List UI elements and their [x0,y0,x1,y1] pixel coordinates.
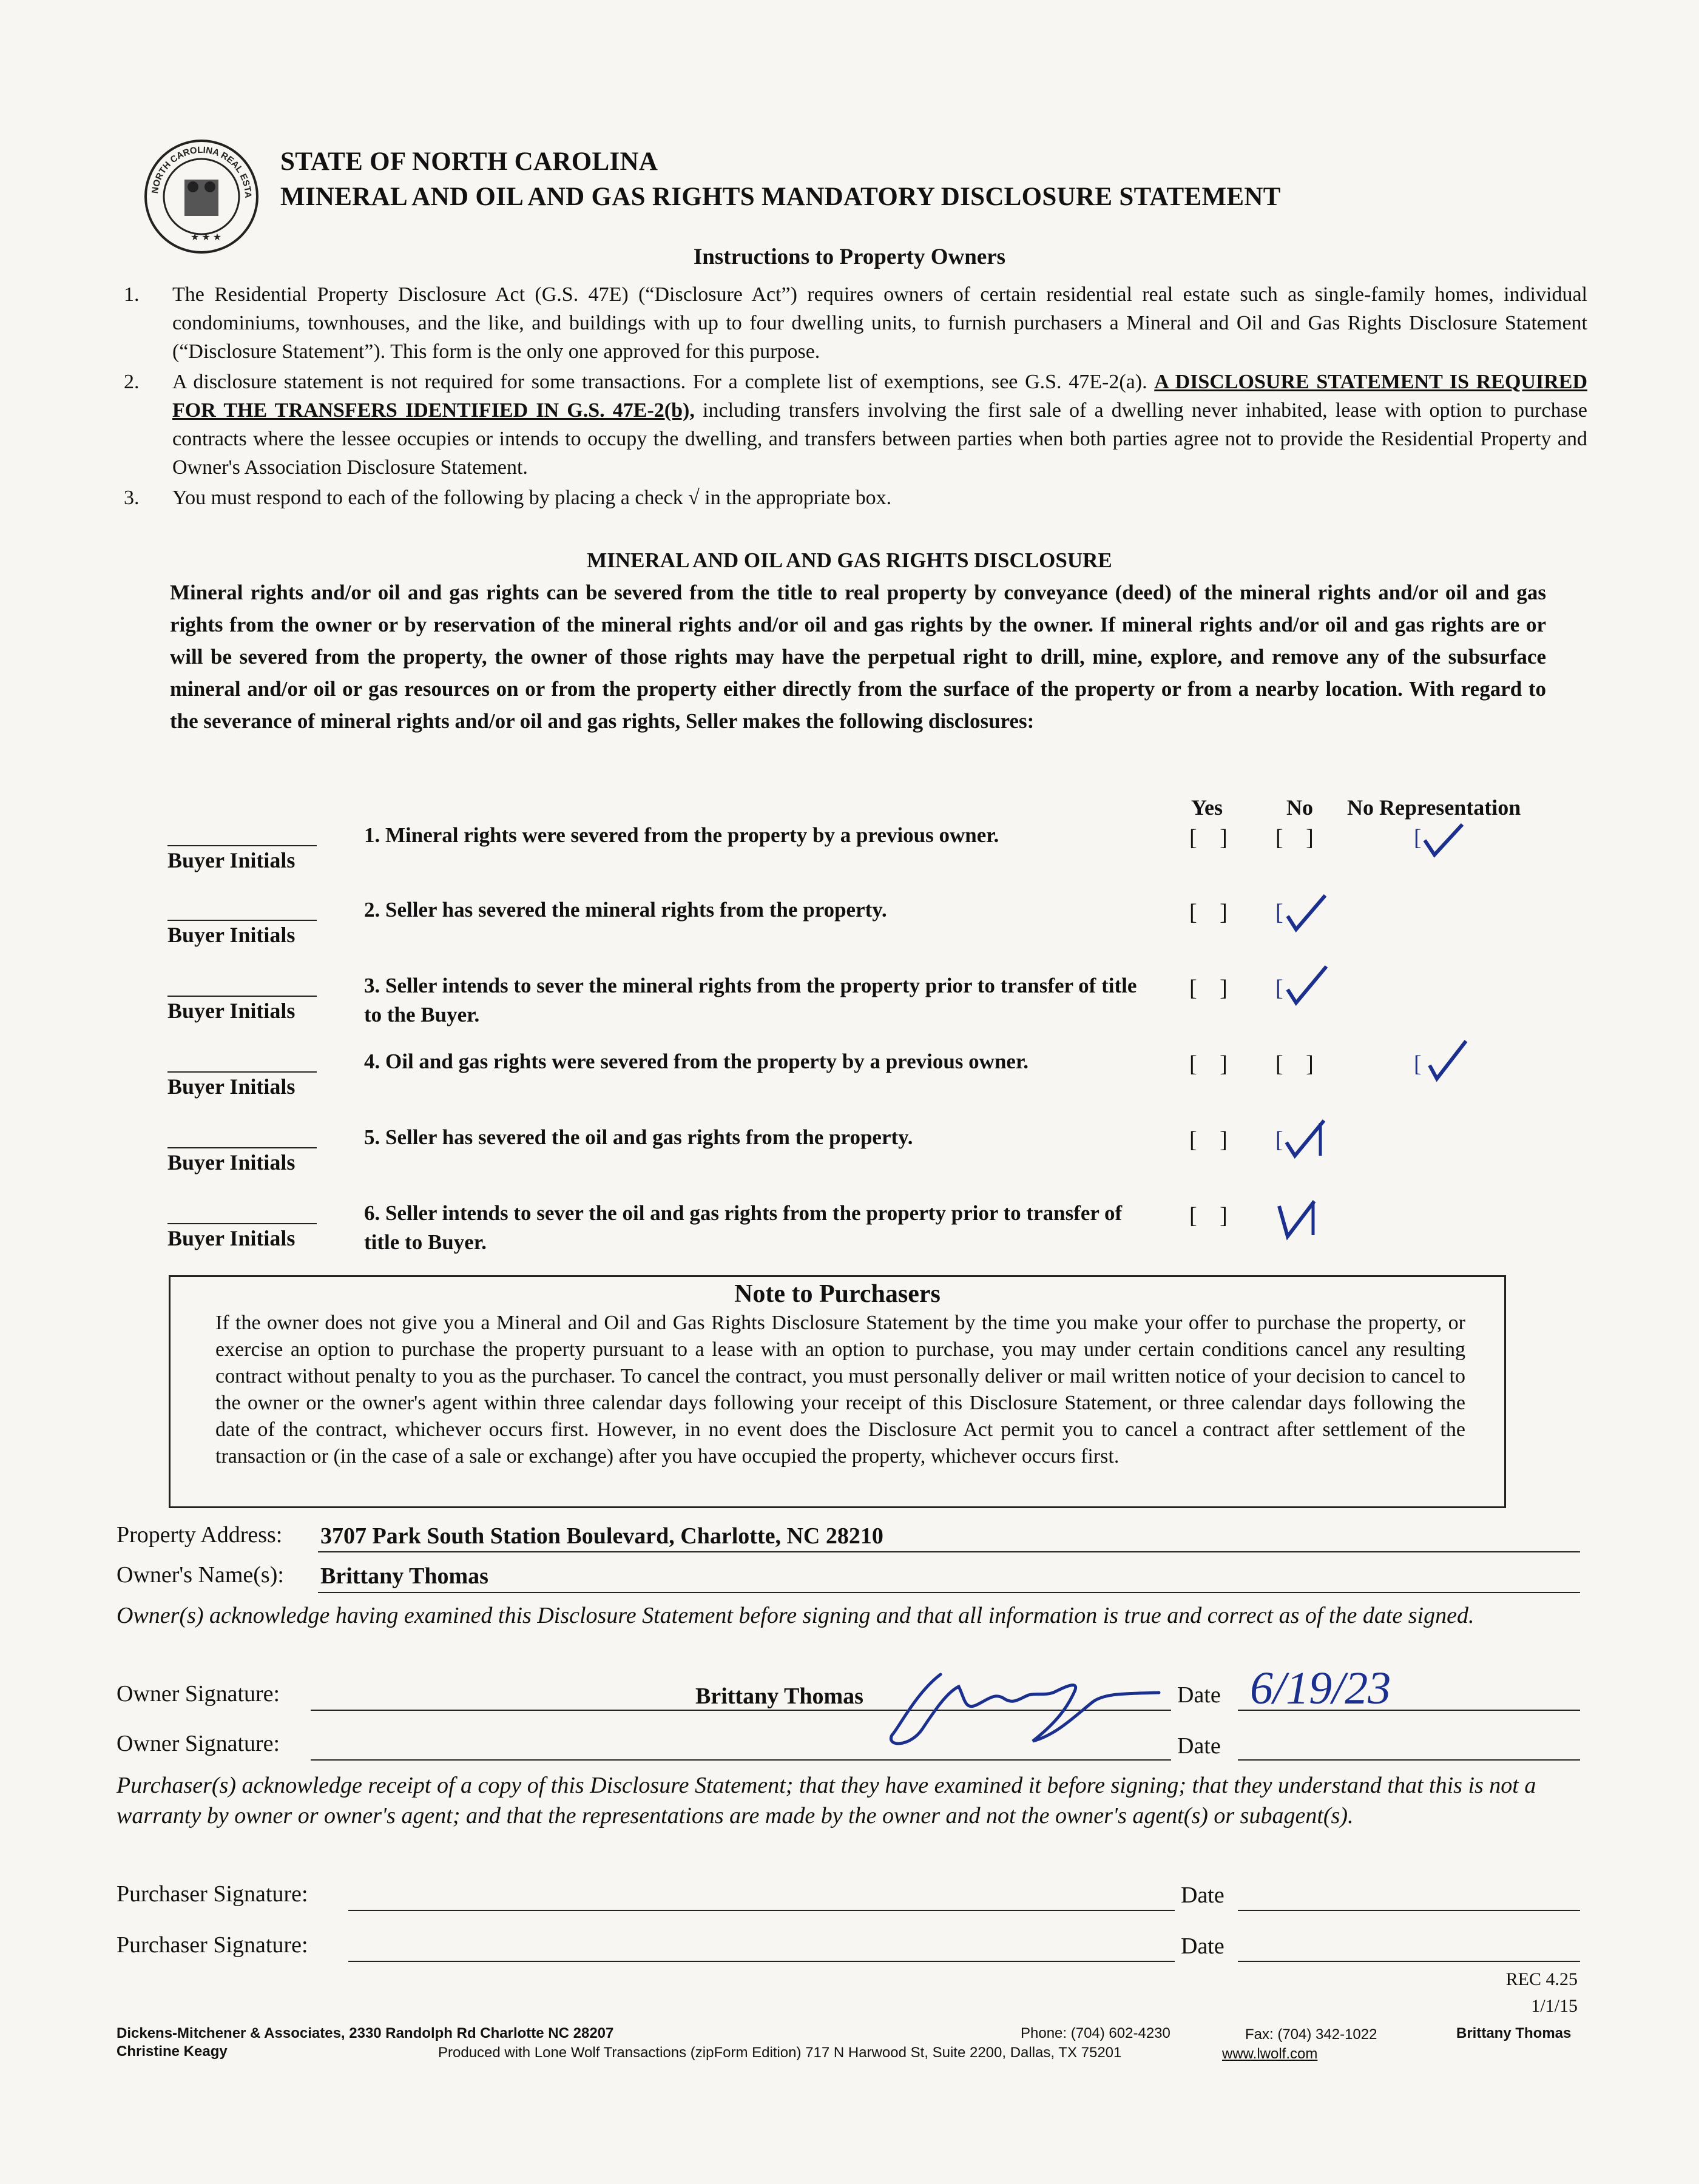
buyer-initials-label: Buyer Initials [167,1074,296,1099]
question-text: 6. Seller intends to sever the oil and gas rights from the property prior to transfer of title to Buyer. [364,1201,1123,1254]
broker-info: Dickens-Mitchener & Associates, 2330 Randolph Rd Charlotte NC 28207 [117,2025,614,2041]
owner-names-line [318,1592,1580,1593]
yes-checkbox[interactable]: [ ] [1189,825,1236,851]
note-text: If the owner does not give you a Mineral and Oil and Gas Rights Disclosure Statement by the time you make your offer to purchase the property, or exercise an option to purchase the property pursuant to a lease with an option to purchase, you may under certain conditions cancel any resulting contract without penalty to you as the purchaser. To cancel the contract, you must personally deliver or mail written notice of your decision to cancel to the owner or the owner's agent within three calendar days following your receipt of this Disclosure Statement, or three calendar days following the date of the contract, whichever occurs first. However, in no event does the Disclosure Act permit you to cancel a contract after settlement of the transaction or (in the case of a sale or exchange) after you have occupied the property, whichever occurs first. [215,1312,1465,1468]
owner-tag: Brittany Thomas [1456,2025,1572,2041]
owner-signature-label: Owner Signature: [117,1681,280,1707]
buyer-initials-line[interactable] [167,996,317,997]
buyer-initials-line[interactable] [167,920,317,921]
checkmark-icon [1283,963,1331,1008]
required-transfers-emphasis: A DISCLOSURE STATEMENT IS REQUIRED FOR THE TRANSFERS IDENTIFIED IN G.S. 47E-2(b), [172,371,1588,422]
question-text: 1. Mineral rights were severed from the property by a previous owner. [364,823,999,847]
no-representation-checkbox[interactable]: [ [1414,825,1430,851]
question-text: 2. Seller has severed the mineral rights from the property. [364,898,887,922]
question-row-2 [0,892,1699,965]
owner-signature-2-line[interactable] [311,1759,1171,1761]
instructions-heading: Instructions to Property Owners [693,244,1006,269]
yes-checkbox[interactable]: [ ] [1189,1051,1236,1077]
note-title: Note to Purchasers [734,1280,941,1308]
owner-names-label: Owner's Name(s): [117,1562,284,1588]
checkmark-icon [1282,1118,1330,1161]
title-line-1: STATE OF NORTH CAROLINA [280,147,658,176]
purchaser-signature-line[interactable] [348,1910,1175,1911]
owner-handwritten-signature [874,1656,1177,1759]
note-to-purchasers-box [169,1275,1506,1508]
question-row-1 [0,816,1699,889]
owner-date-2-label: Date [1177,1733,1221,1759]
purchaser-signature-2-label: Purchaser Signature: [117,1932,308,1958]
instruction-item-2: 2. A disclosure statement is not required for some transactions. For a complete list of exemptions, see G.S. 47E-2(a). A DISCLOSURE STATEMENT IS REQUIRED FOR THE TRANSFERS IDENTIFIED IN G.S. 47E-2(b), including transfers involving the first sale of a dwelling never inhabited, lease with option to purchase contracts where the lessee occupies or intends to occupy the dwelling, and transfers between parties when both parties agree not to provide the Residential Property and Owner's Association Disclosure Statement. [124,371,1588,479]
checkmark-icon [1420,820,1468,862]
no-checkbox[interactable]: [ ] [1275,825,1322,851]
buyer-initials-line[interactable] [167,1223,317,1224]
buyer-initials-label: Buyer Initials [167,848,296,872]
buyer-initials-line[interactable] [167,1147,317,1148]
no-representation-checkbox[interactable]: [ [1414,1051,1430,1077]
question-row-5 [0,1119,1699,1192]
question-text: 3. Seller intends to sever the mineral rights from the property prior to transfer of title to the Buyer. [364,974,1137,1026]
phone: Phone: (704) 602-4230 [1021,2025,1170,2041]
seal-text: NORTH CAROLINA REAL ESTA [150,144,254,198]
buyer-initials-label: Buyer Initials [167,923,296,947]
title-line-2: MINERAL AND OIL AND GAS RIGHTS MANDATORY DISCLOSURE STATEMENT [280,183,1281,211]
buyer-initials-label: Buyer Initials [167,999,296,1023]
question-row-6 [0,1195,1699,1268]
yes-checkbox[interactable]: [ ] [1189,1203,1236,1228]
yes-checkbox[interactable]: [ ] [1189,1127,1236,1153]
yes-checkbox[interactable]: [ ] [1189,976,1236,1001]
owner-names-value: Brittany Thomas [320,1563,488,1589]
purchaser-signature-2-line[interactable] [348,1961,1175,1962]
checkmark-icon [1424,1037,1472,1084]
purchaser-date-line[interactable] [1238,1910,1580,1911]
disclosure-heading: MINERAL AND OIL AND GAS RIGHTS DISCLOSURE [587,548,1112,572]
buyer-initials-label: Buyer Initials [167,1226,296,1250]
question-row-4 [0,1043,1699,1116]
question-text: 5. Seller has severed the oil and gas rights from the property. [364,1125,913,1149]
no-checkbox[interactable]: [ ] [1275,1051,1322,1077]
col-yes: Yes [1191,795,1223,820]
produced-with: Produced with Lone Wolf Transactions (zipForm Edition) 717 N Harwood St, Suite 2200, Dallas, TX 75201 [438,2044,1122,2061]
owner-acknowledgement: Owner(s) acknowledge having examined this Disclosure Statement before signing and that all information is true and correct as of the date signed. [117,1603,1474,1628]
instruction-item-3: 3. You must respond to each of the following by placing a check √ in the appropriate box. [124,487,892,509]
no-checkbox[interactable]: [ [1275,976,1292,1001]
checkmark-icon [1274,1196,1323,1241]
agent-name: Christine Keagy [117,2043,228,2060]
col-no-representation: No Representation [1347,795,1521,820]
disclosure-paragraph: Mineral rights and/or oil and gas rights can be severed from the title to real property by conveyance (deed) of the mineral rights and/or oil and gas rights from the owner or by reservation of the mineral rights and/or oil and gas rights by the owner. If mineral rights and/or oil and gas rights are or will be severed from the property, the owner of those rights may have the perpetual right to drill, mine, explore, and remove any of the subsurface mineral and/or oil or gas resources on or from the property either directly from the surface of the property or from a nearby location. With regard to the severance of mineral rights and/or oil and gas rights, Seller makes the following disclosures: [170,581,1546,733]
buyer-initials-line[interactable] [167,845,317,846]
svg-text:★ ★ ★: ★ ★ ★ [191,232,222,243]
question-row-3 [0,968,1699,1040]
purchaser-date-label: Date [1181,1882,1224,1908]
form-date: 1/1/15 [1531,1996,1578,2016]
buyer-initials-label: Buyer Initials [167,1150,296,1175]
nc-real-estate-commission-seal [143,138,260,255]
instructions-list [119,280,1587,514]
fax: Fax: (704) 342-1022 [1245,2026,1377,2043]
yes-checkbox[interactable]: [ ] [1189,900,1236,925]
purchaser-acknowledgement: Purchaser(s) acknowledge receipt of a copy of this Disclosure Statement; that they have examined it before signing; that they understand that this is not a warranty by owner or owner's agent; and that the representations are made by the owner and not the owner's agent(s) or subagent(s). [117,1773,1536,1828]
lwolf-link[interactable]: www.lwolf.com [1222,2046,1318,2062]
question-text: 4. Oil and gas rights were severed from the property by a previous owner. [364,1050,1029,1073]
purchaser-date-2-line[interactable] [1238,1961,1580,1962]
owner-date-2-line[interactable] [1238,1759,1580,1761]
form-id: REC 4.25 [1505,1969,1578,1989]
owner-date-label: Date [1177,1682,1221,1708]
purchaser-date-2-label: Date [1181,1933,1224,1959]
form-title [280,144,1281,215]
no-checkbox[interactable]: [ [1275,900,1292,925]
purchaser-signature-label: Purchaser Signature: [117,1881,308,1907]
col-no: No [1286,795,1313,820]
checkmark-icon [1283,892,1331,934]
owner-printed-name: Brittany Thomas [695,1684,863,1709]
instruction-item-1: 1. The Residential Property Disclosure Act (G.S. 47E) (“Disclosure Act”) requires owners of certain residential real estate such as single-family homes, individual condominiums, townhouses, and the like, and buildings with up to four dwelling units, to furnish purchasers a Mineral and Oil and Gas Rights Disclosure Statement (“Disclosure Statement”). This form is the only one approved for this purpose. [124,283,1587,363]
no-checkbox[interactable]: [ [1275,1127,1292,1153]
property-address-line [318,1551,1580,1552]
owner-signature-2-label: Owner Signature: [117,1731,280,1756]
property-address-value: 3707 Park South Station Boulevard, Charlotte, NC 28210 [320,1523,883,1549]
buyer-initials-line[interactable] [167,1071,317,1073]
owner-signed-date: 6/19/23 [1250,1663,1391,1714]
property-address-label: Property Address: [117,1522,283,1548]
